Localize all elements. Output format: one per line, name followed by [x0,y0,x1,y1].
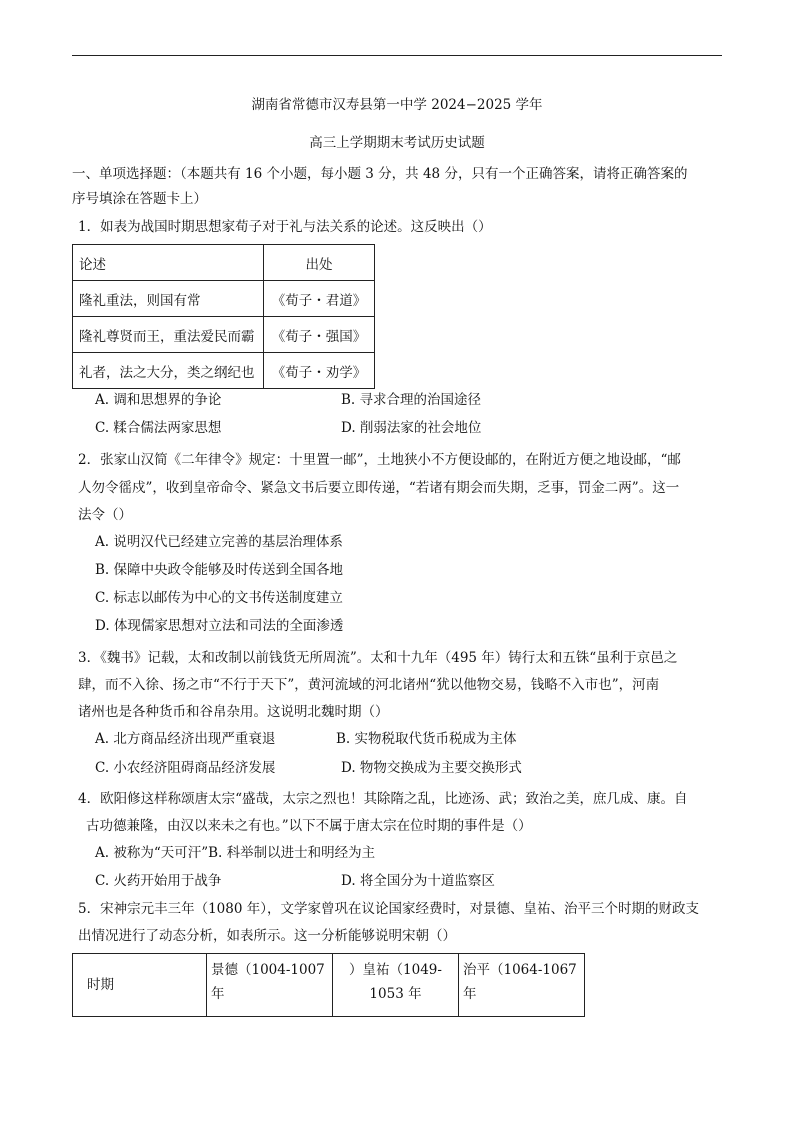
table-cell: ）皇祐（1049-1053 年 [333,954,459,1017]
q4-stem-line1: 4．欧阳修这样称颂唐太宗“盛哉，太宗之烈也！其除隋之乱，比迹汤、武；致治之美，庶几成、康。自 [78,791,688,807]
q2-stem-line3: 法令（） [78,507,132,523]
q1-stem: 1．如表为战国时期思想家荀子对于礼与法关系的论述。这反映出（） [78,219,492,235]
q3-option-a: A. 北方商品经济出现严重衰退 [95,731,276,747]
q1-option-c: C. 糅合儒法两家思想 [95,420,222,436]
q3-option-c: C. 小农经济阻碍商品经济发展 [95,760,276,776]
table-cell: 景德（1004-1007 年 [207,954,333,1017]
q1-option-a: A. 调和思想界的争论 [95,392,222,408]
table-cell: 《荀子・君道》 [264,281,375,317]
q5-table [72,953,585,1017]
table-cell: 隆礼重法，则国有常 [73,281,264,317]
table-row [73,353,375,389]
q2-option-d: D. 体现儒家思想对立法和司法的全面渗透 [95,618,344,634]
q3-option-b: B. 实物税取代货币税成为主体 [336,731,517,747]
header-rule [72,55,722,56]
q2-option-c: C. 标志以邮传为中心的文书传送制度建立 [95,590,343,606]
q5-stem-line1: 5．宋神宗元丰三年（1080 年），文学家曾巩在议论国家经费时，对景德、皇祐、治平三个时期的财政支 [78,901,699,917]
q5-stem-line2: 出情况进行了动态分析，如表所示。这一分析能够说明宋朝（） [78,928,456,944]
table-cell: 《荀子・强国》 [264,317,375,353]
q1-table [72,244,375,389]
q3-stem-line3: 诸州也是各种货币和谷帛杂用。这说明北魏时期（） [78,704,389,720]
q4-option-d: D. 将全国分为十道监察区 [341,873,495,889]
q3-stem-line2: 肆，而不入徐、扬之市“不行于天下”，黄河流域的河北诸州“犹以他物交易，钱略不入市也”，河南 [78,677,660,693]
q1-option-b: B. 寻求合理的治国途径 [341,392,482,408]
q3-stem-line1: 3．《魏书》记载，太和改制以前钱货无所周流”。太和十九年（495 年）铸行太和五铢“虽利于京邑之 [78,650,678,666]
q1-option-d: D. 削弱法家的社会地位 [341,420,482,436]
q2-stem-line2: 人勿令徭戍”，收到皇帝命令、紧急文书后要立即传递，“若诸有期会而失期，乏事，罚金二两”。这一 [78,480,680,496]
table-row [73,954,585,1017]
table-cell: 隆礼尊贤而王，重法爱民而霸 [73,317,264,353]
table-cell: 《荀子・劝学》 [264,353,375,389]
table-row [73,317,375,353]
q4-option-ab: A. 被称为“天可汗”B. 科举制以进士和明经为主 [95,845,376,861]
section-instruction-line2: 序号填涂在答题卡上） [72,191,207,207]
table-cell: 治平（1064-1067 年 [459,954,585,1017]
table-cell: 礼者，法之大分，类之纲纪也 [73,353,264,389]
table-header-cell: 出处 [264,245,375,281]
exam-title: 湖南省常德市汉寿县第一中学 2024−2025 学年 [251,97,543,113]
q3-option-d: D. 物物交换成为主要交换形式 [341,760,522,776]
table-cell: 时期 [73,954,207,1017]
q4-option-c: C. 火药开始用于战争 [95,873,222,889]
exam-subtitle: 高三上学期期末考试历史试题 [309,135,485,151]
table-header-cell: 论述 [73,245,264,281]
q2-stem-line1: 2．张家山汉简《二年律令》规定：十里置一邮”，土地狭小不方便设邮的，在附近方便之地设邮，“邮 [78,452,681,468]
section-instruction-line1: 一、单项选择题：（本题共有 16 个小题，每小题 3 分，共 48 分，只有一个正确答案，请将正确答案的 [72,166,688,182]
q2-option-b: B. 保障中央政令能够及时传送到全国各地 [95,562,344,578]
q2-option-a: A. 说明汉代已经建立完善的基层治理体系 [95,534,343,550]
table-row [73,281,375,317]
q4-stem-line2: 古功德兼隆，由汉以来未之有也。”以下不属于唐太宗在位时期的事件是（） [86,818,532,834]
table-header-row [73,245,375,281]
